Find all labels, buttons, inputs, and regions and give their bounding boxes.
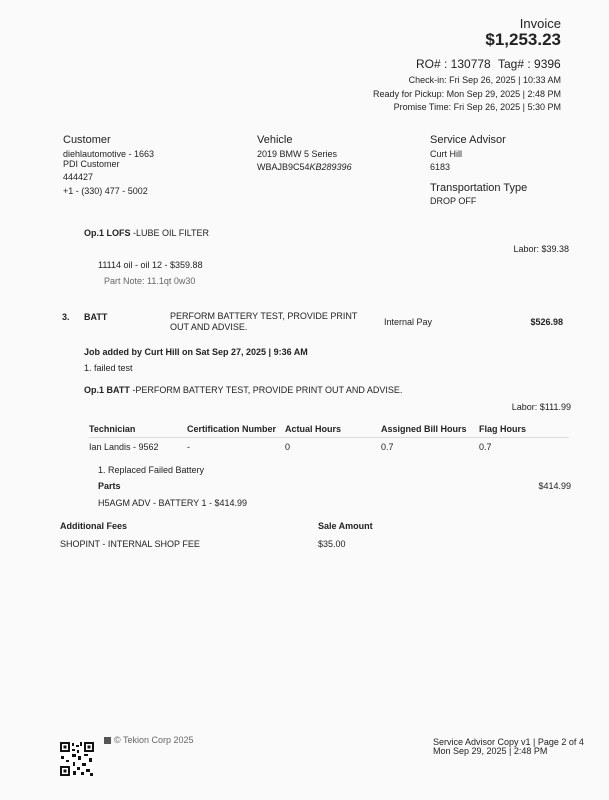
tag-number: Tag# : 9396 [498,57,561,71]
op-lofs-code: Op.1 LOFS [84,228,131,238]
customer-type: PDI Customer [63,159,120,169]
td-assigned-bill-hours: 0.7 [381,442,394,452]
op-lofs-part: 11114 oil - oil 12 - $359.88 [98,260,203,270]
op-lofs-part-note: Part Note: 11.1qt 0w30 [104,276,196,286]
th-flag-hours: Flag Hours [479,424,527,434]
advisor-name: Curt Hill [430,149,463,159]
job-correction: 1. Replaced Failed Battery [98,465,205,475]
invoice-title: Invoice [519,16,561,31]
parts-total: $414.99 [538,481,571,491]
customer-id: 444427 [63,172,94,182]
th-certification: Certification Number [187,424,277,434]
td-actual-hours: 0 [285,442,291,452]
ro-number: RO# : 130778 [416,57,491,71]
parts-label: Parts [98,481,121,491]
op-lofs-desc: -LUBE OIL FILTER [130,228,210,238]
op-batt-desc: -PERFORM BATTERY TEST, PROVIDE PRINT OUT AND ADVISE. [129,385,403,395]
vin-suffix: KB289396 [309,162,352,172]
part-line: H5AGM ADV - BATTERY 1 - $414.99 [98,498,248,508]
td-certification: - [187,442,190,452]
vehicle-model: 2019 BMW 5 Series [257,149,338,159]
vehicle-heading: Vehicle [257,134,293,146]
th-technician: Technician [89,424,136,434]
customer-heading: Customer [63,134,111,146]
copyright [104,735,194,745]
transport-value: DROP OFF [430,196,477,206]
checkin-time: Check-in: Fri Sep 26, 2025 | 10:33 AM [408,75,561,85]
promise-time: Promise Time: Fri Sep 26, 2025 | 5:30 PM [393,102,561,112]
ready-for-pickup-time: Ready for Pickup: Mon Sep 29, 2025 | 2:48 PM [373,89,561,99]
fees-amount-heading: Sale Amount [318,521,373,531]
fee-amount: $35.00 [318,539,346,549]
qr-code [60,742,94,776]
printed-time: Mon Sep 29, 2025 | 2:48 PM [433,746,548,756]
th-actual-hours: Actual Hours [285,424,342,434]
invoice-total: $1,253.23 [485,30,561,49]
advisor-heading: Service Advisor [430,134,506,146]
vehicle-vin [257,162,352,172]
fees-heading: Additional Fees [60,521,128,531]
op-lofs-labor: Labor: $39.38 [513,244,569,254]
job-concern: 1. failed test [84,363,133,373]
vin-prefix: WBAJB9C54 [257,162,310,172]
fee-item: SHOPINT - INTERNAL SHOP FEE [60,539,200,549]
op-batt-labor: Labor: $111.99 [511,402,571,412]
job-description-line2: OUT AND ADVISE. [170,322,248,332]
op-batt-title [84,385,402,395]
job-number: 3. [62,312,70,322]
job-pay-type: Internal Pay [384,317,433,327]
advisor-id: 6183 [430,162,451,172]
job-amount: $526.98 [530,317,563,327]
customer-phone: +1 - (330) 477 - 5002 [63,186,148,196]
job-code: BATT [84,312,108,322]
op-batt-code: Op.1 BATT [84,385,130,395]
td-technician: Ian Landis - 9562 [89,442,159,452]
copyright-text: © Tekion Corp 2025 [114,735,194,745]
customer-name: diehlautomotive - 1663 [63,149,155,159]
op-lofs-title [84,228,209,238]
table-divider [89,437,569,438]
th-assigned-bill-hours: Assigned Bill Hours [381,424,467,434]
td-flag-hours: 0.7 [479,442,492,452]
transport-heading: Transportation Type [430,182,528,194]
copy-info: Service Advisor Copy v1 | Page 2 of 4 [433,737,584,747]
job-added-by: Job added by Curt Hill on Sat Sep 27, 2025 | 9:36 AM [84,347,308,357]
tekion-logo-icon [104,737,111,744]
job-description-line1: PERFORM BATTERY TEST, PROVIDE PRINT [170,311,358,321]
